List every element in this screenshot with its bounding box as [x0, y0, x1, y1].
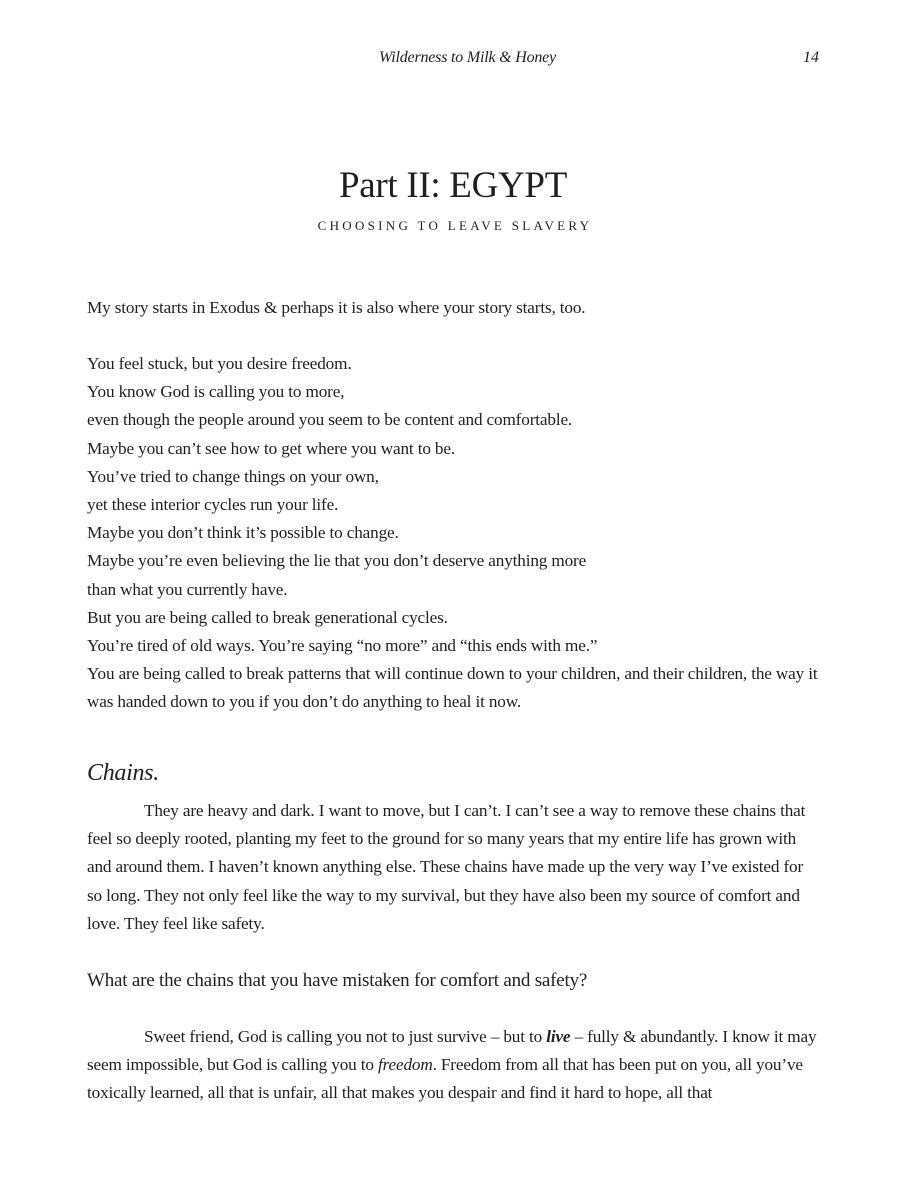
page-number: 14 — [803, 49, 819, 66]
verse-line: Maybe you’re even believing the lie that you don’t deserve anything more — [87, 551, 587, 571]
running-title: Wilderness to Milk & Honey — [379, 49, 556, 66]
verse-line: Maybe you can’t see how to get where you want to be. — [87, 438, 455, 458]
intro-text: My story starts in Exodus & perhaps it is also where your story starts, too. — [87, 298, 586, 317]
part-title: Part II: EGYPT — [338, 165, 568, 206]
verse-line: even though the people around you seem to be content and comfortable. — [87, 410, 573, 430]
verse-block — [87, 350, 822, 717]
part-subtitle: CHOOSING TO LEAVE SLAVERY — [317, 218, 593, 233]
friend-text-part: – fully & abundantly. I know it may seem impossible, but God is calling you to — [87, 1027, 817, 1075]
verse-line: You are being called to break patterns that will continue down to your children, and their children, the way it was handed down to you if you don’t do anything to heal it now. — [87, 664, 818, 712]
verse-line: Maybe you don’t think it’s possible to change. — [87, 523, 399, 543]
verse-line: You’ve tried to change things on your own, — [87, 466, 379, 486]
chains-text: They are heavy and dark. I want to move, but I can’t. I can’t see a way to remove these chains that feel so deeply rooted, planting my feet to the ground for so many years that my entire life has grown with and around them. I haven’t known anything else. These chains have made up the very way I’ve existed for so long. They not only feel like the way to my survival, but they have also been my source of comfort and love. They feel like safety. — [87, 801, 806, 933]
verse-line: You know God is calling you to more, — [87, 382, 345, 402]
reflection-question: What are the chains that you have mistaken for comfort and safety? — [87, 970, 588, 991]
verse-line: than what you currently have. — [87, 579, 288, 599]
friend-paragraph — [87, 1023, 822, 1108]
chains-paragraph — [87, 797, 822, 938]
verse-line: yet these interior cycles run your life. — [87, 495, 339, 515]
verse-line: You feel stuck, but you desire freedom. — [87, 354, 352, 373]
intro-paragraph — [87, 294, 822, 322]
friend-text — [87, 1023, 822, 1108]
verse-line: But you are being called to break generational cycles. — [87, 607, 448, 627]
friend-text-part: Sweet friend, God is calling you not to just survive – but to — [144, 1027, 547, 1046]
page-header — [0, 49, 918, 71]
emphasis-live: live — [546, 1027, 571, 1046]
friend-text-part: . Freedom from all that has been put on you, all you’ve toxically learned, all that is unfair, all that makes you despair and find it hard to hope, all that — [87, 1055, 803, 1103]
section-heading-chains: Chains. — [87, 760, 159, 786]
emphasis-freedom: freedom — [377, 1055, 433, 1075]
verse-line: You’re tired of old ways. You’re saying “no more” and “this ends with me.” — [87, 636, 598, 656]
